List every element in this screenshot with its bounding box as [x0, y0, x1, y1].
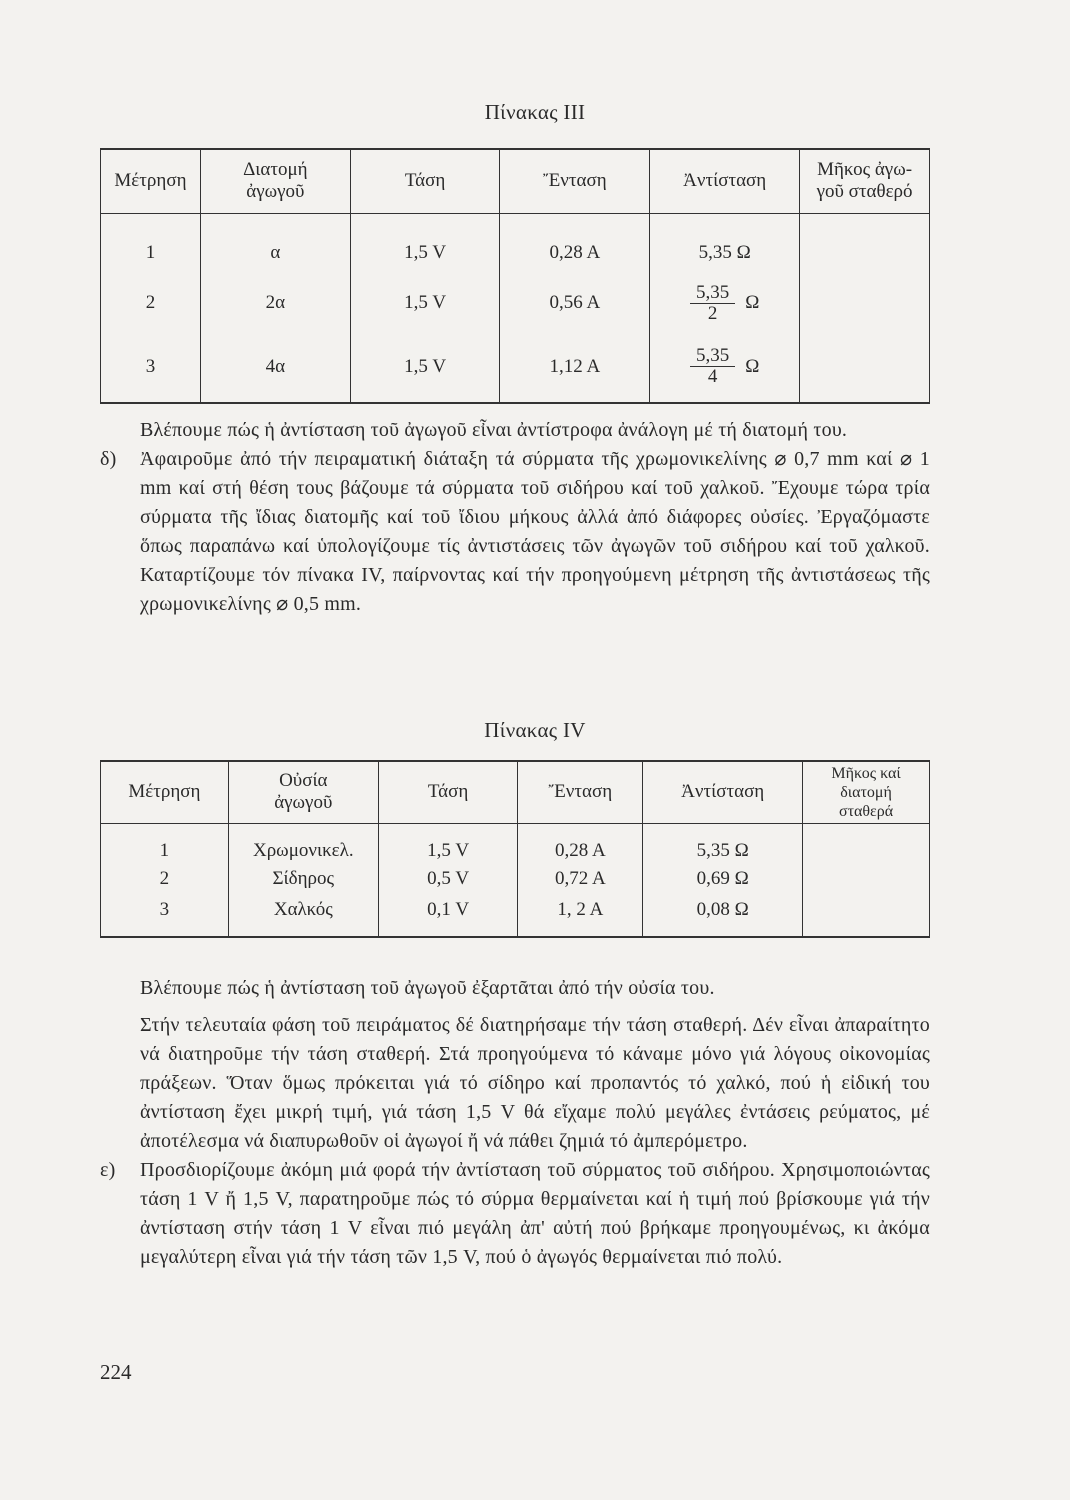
- table4-header-length-line2: διατομή: [840, 783, 892, 801]
- resistance-unit: Ω: [745, 355, 760, 377]
- table4-cell-current: 0,72 A: [518, 865, 643, 893]
- table4-cell-voltage: 0,1 V: [378, 893, 518, 937]
- text-block-2: [100, 974, 930, 1272]
- table4-header-length-line1: Μῆκος καί: [831, 764, 901, 782]
- table3-header-resistance: Ἀντίσταση: [650, 149, 800, 213]
- page-number: 224: [100, 1360, 132, 1384]
- table4-cell-n: 2: [101, 865, 229, 893]
- text-block-1: [100, 416, 930, 619]
- list-item: [100, 1156, 930, 1272]
- table4-cell-substance: Σίδηρος: [228, 865, 378, 893]
- table4-cell-n: 1: [101, 823, 229, 865]
- item-text: Ἀφαιροῦμε ἀπό τήν πειραματική διάταξη τά σύρματα τῆς χρωμονικελίνης ⌀ 0,7 mm καί ⌀ 1 mm καί στή θέση τους βάζουμε τά σύρματα τοῦ σιδήρου καί τοῦ χαλκοῦ. Ἔχουμε τώρα τρία σύρματα τῆς ἴδιας διατομῆς καί τοῦ ἴδιου μήκους ἀλλά ἀπό διάφορες οὐσίες. Ἐργαζόμαστε ὅπως παραπάνω καί ὑπολογίζουμε τίς ἀντιστάσεις τῶν ἀγωγῶν τοῦ σιδήρου καί τοῦ χαλκοῦ. Καταρτίζουμε τόν πίνακα IV, παίρνοντας καί τήν προηγούμενη μέτρηση τῆς ἀντιστάσεως τῆς χρωμονικελίνης ⌀ 0,5 mm.: [140, 448, 930, 615]
- table3-cell-current: 1,12 A: [500, 331, 650, 403]
- table3-caption: Πίνακας ΙΙΙ: [484, 100, 586, 124]
- table4-cell-resistance: 0,08 Ω: [643, 893, 803, 937]
- table3: [100, 148, 930, 404]
- paragraph: Στήν τελευταία φάση τοῦ πειράματος δέ διατηρήσαμε τήν τάση σταθερή. Δέν εἶναι ἀπαραίτητο νά διατηροῦμε τήν τάση σταθερή. Στά προηγούμενα τό κάναμε μόνο γιά λόγους οἰκονομίας πράξεων. Ὅταν ὅμως πρόκειται γιά τό σίδηρο καί προπαντός τό χαλκό, πού ἡ εἰδική του ἀντίσταση ἔχει μικρή τιμή, γιά τάση 1,5 V θά εἴχαμε πολύ μεγάλες ἐντάσεις ρεύματος, μέ ἀποτέλεσμα νά διαπυρωθοῦν οἱ ἀγωγοί ἤ νά πάθει ζημιά τό ἀμπερόμετρο.: [140, 1014, 930, 1152]
- table4-cell-resistance: 5,35 Ω: [643, 823, 803, 865]
- fraction-numerator: 5,35: [690, 283, 735, 304]
- table3-header-length-line1: Μῆκος ἀγω-: [817, 159, 913, 181]
- table3-header-length-line2: γοῦ σταθερό: [816, 181, 913, 203]
- table3-cell-section: α: [200, 213, 350, 275]
- fraction-numerator: 5,35: [690, 346, 735, 367]
- table3-header-section: [200, 149, 350, 213]
- table4-header-substance-line2: ἀγωγοῦ: [274, 792, 333, 814]
- table4-header-substance: [228, 761, 378, 823]
- table4-header-resistance: Ἀντίσταση: [643, 761, 803, 823]
- table3-cell-current: 0,28 A: [500, 213, 650, 275]
- table4-caption: Πίνακας IV: [484, 718, 586, 742]
- table3-header-current: Ἔνταση: [500, 149, 650, 213]
- table4-cell-voltage: 1,5 V: [378, 823, 518, 865]
- table4-header-measurement: Μέτρηση: [101, 761, 229, 823]
- table3-header-row: [101, 149, 930, 213]
- table3-header-voltage: Τάση: [350, 149, 500, 213]
- table4-header-row: [101, 761, 930, 823]
- table4-header-substance-line1: Οὐσία: [279, 770, 328, 792]
- table3-header-section-line1: Διατομή: [243, 159, 308, 181]
- table3-cell-length-empty: [800, 213, 930, 403]
- table3-cell-current: 0,56 A: [500, 275, 650, 331]
- table4-cell-n: 3: [101, 893, 229, 937]
- paragraph: Βλέπουμε πώς ἡ ἀντίσταση τοῦ ἀγωγοῦ ἐξαρτᾶται ἀπό τήν οὐσία του.: [140, 977, 715, 999]
- fraction: [690, 346, 735, 387]
- table3-cell-voltage: 1,5 V: [350, 275, 500, 331]
- table4-cell-substance: Χρωμονικελ.: [228, 823, 378, 865]
- fraction-denominator: 2: [707, 302, 718, 324]
- table4-cell-voltage: 0,5 V: [378, 865, 518, 893]
- resistance-unit: Ω: [745, 292, 760, 313]
- fraction-denominator: 4: [707, 366, 718, 387]
- table4-cell-current: 0,28 A: [518, 823, 643, 865]
- table4-header-voltage: Τάση: [378, 761, 518, 823]
- table3-cell-n: 3: [101, 331, 201, 403]
- table4-header-length-line3: σταθερά: [838, 802, 894, 820]
- item-marker: ε): [100, 1159, 116, 1181]
- list-item: [100, 445, 930, 619]
- table4-cell-substance: Χαλκός: [228, 893, 378, 937]
- table4-header-current: Ἔνταση: [518, 761, 643, 823]
- table3-cell-resistance: 5,35 Ω: [650, 213, 800, 275]
- table3-cell-resistance: [650, 275, 800, 331]
- table3-cell-voltage: 1,5 V: [350, 213, 500, 275]
- table3-header-length: [800, 149, 930, 213]
- table3-cell-resistance: [650, 331, 800, 403]
- table3-cell-voltage: 1,5 V: [350, 331, 500, 403]
- table3-cell-section: 4α: [200, 331, 350, 403]
- item-marker: δ): [100, 448, 117, 470]
- fraction: [690, 283, 735, 324]
- table3-header-section-line2: ἀγωγοῦ: [246, 181, 305, 203]
- table3-cell-section: 2α: [200, 275, 350, 331]
- table4-header-length: [803, 761, 930, 823]
- table4-cell-current: 1, 2 A: [518, 893, 643, 937]
- table-row: [101, 213, 930, 275]
- paragraph: Βλέπουμε πώς ἡ ἀντίσταση τοῦ ἀγωγοῦ εἶναι ἀντίστροφα ἀνάλογη μέ τή διατομή του.: [140, 419, 848, 441]
- item-text: Προσδιορίζουμε ἀκόμη μιά φορά τήν ἀντίσταση τοῦ σύρματος τοῦ σιδήρου. Χρησιμοποιώντας τάση 1 V ἤ 1,5 V, παρατηροῦμε πώς τό σύρμα θερμαίνεται καί ἡ τιμή πού βρίσκουμε γιά τήν ἀντίσταση στήν τάση 1 V εἶναι πιό μεγάλη ἀπ' αὐτή πού βρήκαμε προηγουμένως, κι ἀκόμα μεγαλύτερη εἶναι γιά τήν τάση τῶν 1,5 V, πού ὁ ἀγωγός θερμαίνεται πιό πολύ.: [140, 1159, 930, 1268]
- table4-cell-resistance: 0,69 Ω: [643, 865, 803, 893]
- table3-cell-n: 2: [101, 275, 201, 331]
- table-row: [101, 823, 930, 865]
- table4: [100, 760, 930, 938]
- table3-header-measurement: Μέτρηση: [101, 149, 201, 213]
- table3-cell-n: 1: [101, 213, 201, 275]
- table4-cell-length-empty: [803, 823, 930, 937]
